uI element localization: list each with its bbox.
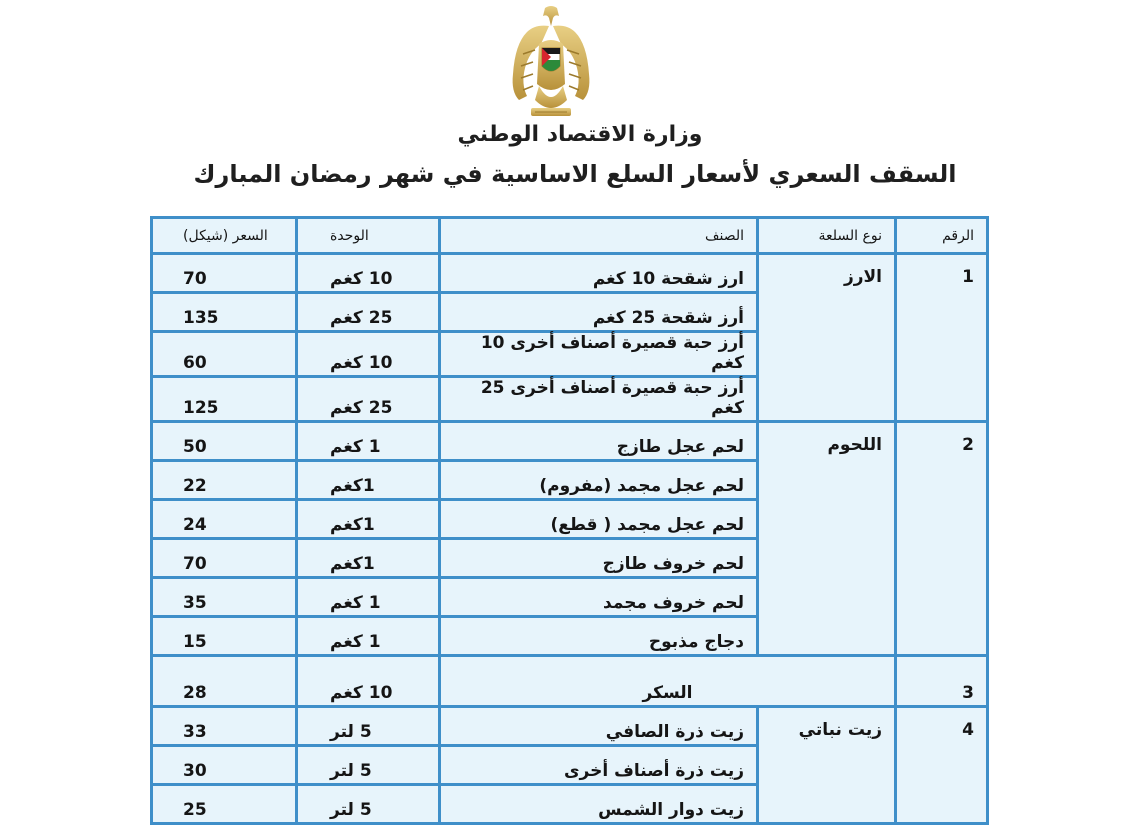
group-number: 4 (896, 707, 988, 824)
item-name: أرز حبة قصيرة أصناف أخرى 25 كغم (440, 377, 758, 422)
item-unit: 1 كغم (297, 422, 440, 461)
item-unit: 10 كغم (297, 656, 440, 707)
column-header-number: الرقم (896, 218, 988, 254)
item-unit: 10 كغم (297, 254, 440, 293)
group-type: اللحوم (758, 422, 896, 656)
item-price: 70 (152, 539, 297, 578)
table-header-row (152, 218, 988, 254)
item-price: 60 (152, 332, 297, 377)
item-unit: 1كغم (297, 500, 440, 539)
item-name: لحم عجل طازج (440, 422, 758, 461)
item-name: لحم عجل مجمد ( قطع) (440, 500, 758, 539)
item-name: دجاج مذبوح (440, 617, 758, 656)
item-price: 22 (152, 461, 297, 500)
item-price: 125 (152, 377, 297, 422)
price-table (150, 216, 989, 825)
item-price: 15 (152, 617, 297, 656)
item-price: 25 (152, 785, 297, 824)
column-header-unit: الوحدة (297, 218, 440, 254)
state-emblem (505, 4, 597, 124)
item-name: زيت ذرة أصناف أخرى (440, 746, 758, 785)
table-row (152, 707, 988, 746)
item-name: أرز شقحة 25 كغم (440, 293, 758, 332)
item-unit: 5 لتر (297, 707, 440, 746)
item-unit: 1كغم (297, 539, 440, 578)
item-name: لحم خروف مجمد (440, 578, 758, 617)
item-name: ارز شقحة 10 كغم (440, 254, 758, 293)
table-row (152, 254, 988, 293)
item-unit: 25 كغم (297, 293, 440, 332)
column-header-type: نوع السلعة (758, 218, 896, 254)
ministry-name: وزارة الاقتصاد الوطني (457, 122, 703, 147)
item-price: 70 (152, 254, 297, 293)
item-unit: 25 كغم (297, 377, 440, 422)
item-unit: 1 كغم (297, 617, 440, 656)
item-price: 28 (152, 656, 297, 707)
item-name: لحم عجل مجمد (مفروم) (440, 461, 758, 500)
group-type: السكر (440, 656, 896, 707)
item-unit: 5 لتر (297, 746, 440, 785)
column-header-item: الصنف (440, 218, 758, 254)
column-header-price: السعر (شيكل) (152, 218, 297, 254)
item-name: زيت ذرة الصافي (440, 707, 758, 746)
item-price: 135 (152, 293, 297, 332)
group-number: 2 (896, 422, 988, 656)
group-number: 3 (896, 656, 988, 707)
item-name: أرز حبة قصيرة أصناف أخرى 10 كغم (440, 332, 758, 377)
item-unit: 10 كغم (297, 332, 440, 377)
item-price: 35 (152, 578, 297, 617)
document-title: السقف السعري لأسعار السلع الاساسية في شهر رمضان المبارك (193, 160, 957, 188)
group-type: زيت نباتي (758, 707, 896, 824)
table-row (152, 422, 988, 461)
item-unit: 5 لتر (297, 785, 440, 824)
group-number: 1 (896, 254, 988, 422)
item-name: لحم خروف طازج (440, 539, 758, 578)
price-table-container (150, 216, 990, 830)
item-price: 33 (152, 707, 297, 746)
table-row (152, 656, 988, 707)
item-price: 50 (152, 422, 297, 461)
item-name: زيت دوار الشمس (440, 785, 758, 824)
item-price: 30 (152, 746, 297, 785)
item-price: 24 (152, 500, 297, 539)
item-unit: 1كغم (297, 461, 440, 500)
item-unit: 1 كغم (297, 578, 440, 617)
group-type: الارز (758, 254, 896, 422)
